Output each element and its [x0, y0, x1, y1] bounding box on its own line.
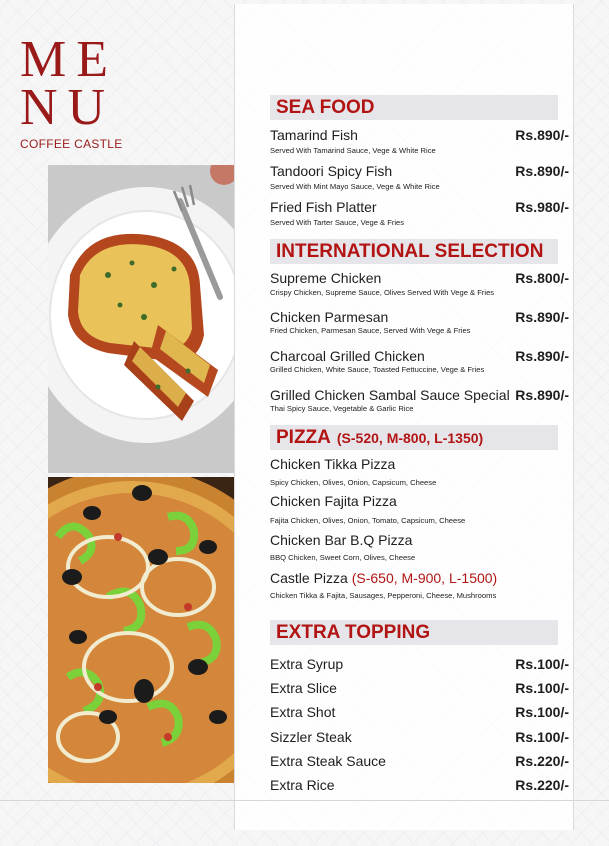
item-desc-castle-pizza: Chicken Tikka & Fajita, Sausages, Pepperoni, Cheese, Mushrooms: [270, 591, 497, 600]
item-desc-chicken-parmesan: Fried Chicken, Parmesan Sauce, Served With Vege & Fries: [270, 326, 471, 335]
item-desc-tamarind-fish: Served With Tamarind Sauce, Vege & White Rice: [270, 146, 436, 155]
bottom-divider: [0, 800, 609, 801]
menu-title-line1: ME: [20, 31, 118, 88]
item-name-tandoori-spicy-fish: Tandoori Spicy Fish: [270, 163, 393, 179]
pizza-size-prices: (S-520, M-800, L-1350): [336, 430, 484, 446]
item-desc-supreme-chicken: Crispy Chicken, Supreme Sauce, Olives Served With Vege & Fries: [270, 288, 495, 297]
item-name-extra-shot: Extra Shot: [270, 704, 336, 720]
item-name-extra-slice: Extra Slice: [270, 680, 337, 696]
item-price-supreme-chicken: Rs.800/-: [515, 270, 569, 286]
item-name-chicken-parmesan: Chicken Parmesan: [270, 309, 389, 325]
chicken-parmesan-illustration: [48, 165, 234, 473]
item-name-extra-rice: Extra Rice: [270, 777, 335, 793]
item-desc-charcoal-grilled-chicken: Grilled Chicken, White Sauce, Toasted Fettuccine, Vege & Fries: [270, 365, 485, 374]
item-name-charcoal-grilled-chicken: Charcoal Grilled Chicken: [270, 348, 425, 364]
item-desc-tandoori-spicy-fish: Served With Mint Mayo Sauce, Vege & White Rice: [270, 182, 440, 191]
item-price-extra-slice: Rs.100/-: [515, 680, 569, 696]
item-price-sizzler-steak: Rs.100/-: [515, 729, 569, 745]
item-price-extra-rice: Rs.220/-: [515, 777, 569, 793]
item-name-chicken-tikka-pizza: Chicken Tikka Pizza: [270, 456, 396, 472]
item-price-extra-syrup: Rs.100/-: [515, 656, 569, 672]
brand-name: COFFEE CASTLE: [20, 137, 123, 151]
item-desc-grilled-chicken-sambal: Thai Spicy Sauce, Vegetable & Garlic Rice: [270, 404, 414, 413]
menu-title-line2: NU: [20, 79, 116, 136]
item-desc-chicken-fajita-pizza: Fajita Chicken, Olives, Onion, Tomato, Capsicum, Cheese: [270, 516, 466, 525]
item-price-extra-steak-sauce: Rs.220/-: [515, 753, 569, 769]
menu-title: [20, 31, 140, 136]
item-name-supreme-chicken: Supreme Chicken: [270, 270, 382, 286]
item-name-chicken-bbq-pizza: Chicken Bar B.Q Pizza: [270, 532, 413, 548]
item-name-grilled-chicken-sambal: Grilled Chicken Sambal Sauce Special: [270, 387, 510, 403]
item-name-castle-pizza: [270, 570, 497, 586]
section-heading-international: INTERNATIONAL SELECTION: [270, 239, 558, 264]
item-name-tamarind-fish: Tamarind Fish: [270, 127, 358, 143]
chicken-parmesan-photo: [48, 165, 234, 473]
pizza-illustration: [48, 477, 234, 783]
item-name-sizzler-steak: Sizzler Steak: [270, 729, 352, 745]
castle-pizza-size-prices: (S-650, M-900, L-1500): [351, 570, 498, 586]
item-desc-chicken-tikka-pizza: Spicy Chicken, Olives, Onion, Capsicum, Cheese: [270, 478, 437, 487]
section-heading-pizza: [270, 425, 558, 450]
item-price-tamarind-fish: Rs.890/-: [515, 127, 569, 143]
item-desc-chicken-bbq-pizza: BBQ Chicken, Sweet Corn, Olives, Cheese: [270, 553, 416, 562]
item-name-chicken-fajita-pizza: Chicken Fajita Pizza: [270, 493, 397, 509]
item-price-fried-fish-platter: Rs.980/-: [515, 199, 569, 215]
item-name-extra-syrup: Extra Syrup: [270, 656, 344, 672]
pizza-photo: [48, 477, 234, 783]
item-desc-fried-fish-platter: Served With Tarter Sauce, Vege & Fries: [270, 218, 405, 227]
item-price-grilled-chicken-sambal: Rs.890/-: [515, 387, 569, 403]
item-price-tandoori-spicy-fish: Rs.890/-: [515, 163, 569, 179]
pizza-heading-label: PIZZA: [276, 427, 331, 448]
section-heading-extra-topping: EXTRA TOPPING: [270, 620, 558, 645]
item-price-chicken-parmesan: Rs.890/-: [515, 309, 569, 325]
castle-pizza-label: Castle Pizza: [270, 570, 348, 586]
section-heading-sea-food: SEA FOOD: [270, 95, 558, 120]
item-name-extra-steak-sauce: Extra Steak Sauce: [270, 753, 386, 769]
item-price-charcoal-grilled-chicken: Rs.890/-: [515, 348, 569, 364]
item-price-extra-shot: Rs.100/-: [515, 704, 569, 720]
item-name-fried-fish-platter: Fried Fish Platter: [270, 199, 377, 215]
